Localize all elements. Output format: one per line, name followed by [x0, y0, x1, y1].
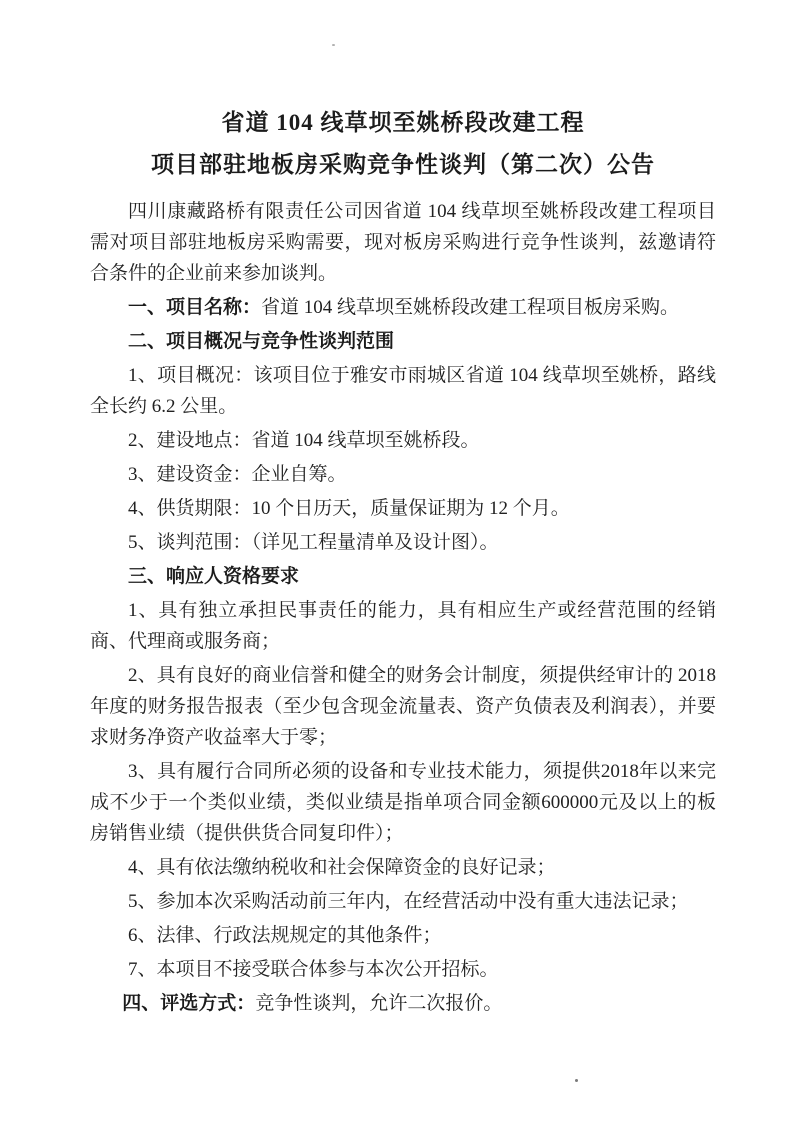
paragraph-text: 四川康藏路桥有限责任公司因省道 104 线草坝至姚桥段改建工程项目需对项目部驻地板房采购需要，现对板房采购进行竞争性谈判，兹邀请符合条件的企业前来参加谈判。 [90, 201, 716, 284]
section-project-name [90, 292, 716, 323]
scan-speck [332, 44, 335, 46]
paragraph-text: 2、具有良好的商业信誉和健全的财务会计制度，须提供经审计的 2018 年度的财务报告报表（至少包含现金流量表、资产负债表及利润表），并要求财务净资产收益率大于零； [90, 665, 716, 748]
paragraph-text: 5、谈判范围：（详见工程量清单及设计图）。 [128, 532, 499, 553]
document-body [90, 196, 716, 1019]
paragraph-text: 5、参加本次采购活动前三年内，在经营活动中没有重大违法记录； [128, 891, 689, 912]
section-overview-heading [90, 326, 716, 357]
qualification-item-3 [90, 756, 716, 849]
paragraph-text: 4、具有依法缴纳税收和社会保障资金的良好记录； [128, 857, 556, 878]
paragraph-text: 1、具有独立承担民事责任的能力，具有相应生产或经营范围的经销商、代理商或服务商； [90, 600, 716, 652]
paragraph-label: 二、项目概况与竞争性谈判范围 [128, 331, 395, 352]
paragraph-label: 一、项目名称： [128, 297, 262, 318]
document-content [90, 102, 716, 1022]
intro-paragraph [90, 196, 716, 289]
paragraph-text: 3、建设资金：企业自筹。 [128, 464, 347, 485]
scan-speck [575, 1079, 578, 1082]
paragraph-text: 竞争性谈判，允许二次报价。 [255, 993, 503, 1014]
paragraph-text: 1、项目概况：该项目位于雅安市雨城区省道 104 线草坝至姚桥，路线全长约 6.2 公里。 [90, 365, 716, 417]
document-title-line2: 项目部驻地板房采购竞争性谈判（第二次）公告 [151, 152, 655, 177]
paragraph-text: 6、法律、行政法规规定的其他条件； [128, 925, 442, 946]
paragraph-text: 省道 104 线草坝至姚桥段改建工程项目板房采购。 [261, 297, 680, 318]
item-construction-funds [90, 459, 716, 490]
paragraph-text: 2、建设地点：省道 104 线草坝至姚桥段。 [128, 430, 480, 451]
document-title-line1: 省道 104 线草坝至姚桥段改建工程 [221, 110, 585, 135]
section-evaluation-method [90, 988, 716, 1019]
qualification-item-4 [90, 852, 716, 883]
section-qualification-heading [90, 561, 716, 592]
item-project-overview [90, 360, 716, 422]
qualification-item-5 [90, 886, 716, 917]
paragraph-text: 7、本项目不接受联合体参与本次公开招标。 [128, 959, 499, 980]
qualification-item-1 [90, 595, 716, 657]
paragraph-label: 四、评选方式： [122, 993, 256, 1014]
qualification-item-7 [90, 954, 716, 985]
qualification-item-6 [90, 920, 716, 951]
paragraph-text: 3、具有履行合同所必须的设备和专业技术能力，须提供2018年以来完成不少于一个类似业绩，类似业绩是指单项合同金额600000元及以上的板房销售业绩（提供供货合同复印件）； [90, 761, 716, 844]
item-negotiation-scope [90, 527, 716, 558]
item-construction-site [90, 425, 716, 456]
item-supply-period [90, 493, 716, 524]
paragraph-text: 4、供货期限：10 个日历天，质量保证期为 12 个月。 [128, 498, 570, 519]
qualification-item-2 [90, 660, 716, 753]
paragraph-label: 三、响应人资格要求 [128, 566, 300, 587]
